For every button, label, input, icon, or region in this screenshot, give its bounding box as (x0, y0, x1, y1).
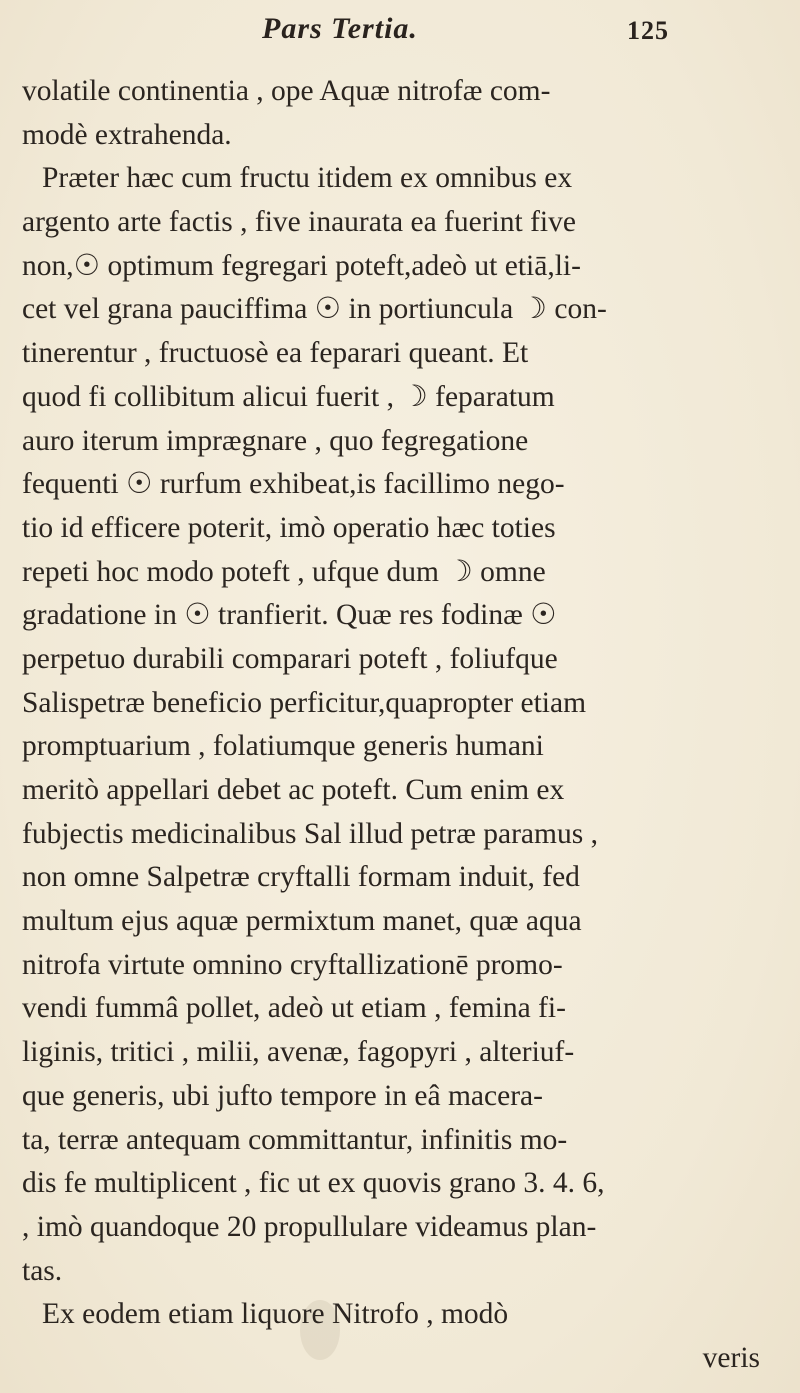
text-line: argento arte factis , five inaurata ea fuerint five (22, 206, 576, 239)
text-line: non,☉ optimum fegregari poteft,adeò ut etiā,li- (22, 249, 581, 282)
text-line: dis fe multiplicent , fic ut ex quovis grano 3. 4. 6, (22, 1167, 605, 1200)
text-line: modè extrahenda. (22, 118, 232, 151)
text-line: tio id efficere poterit, imò operatio hæc toties (22, 511, 556, 544)
text-line: nitrofa virtute omnino cryftallizationē promo- (22, 948, 563, 981)
text-line: auro iterum imprægnare , quo fegregatione (22, 424, 529, 457)
text-line: Salispetræ beneficio perficitur,quapropter etiam (22, 686, 587, 719)
text-line: gradatione in ☉ tranfierit. Quæ res fodinæ ☉ (22, 599, 557, 632)
text-line: meritò appellari debet ac poteft. Cum enim ex (22, 774, 565, 806)
text-line: perpetuo durabili comparari poteft , foliufque (22, 642, 558, 675)
catchword: veris (702, 1341, 760, 1374)
text-line: tinerentur , fructuosè ea feparari queant. Et (22, 337, 529, 370)
text-line: cet vel grana pauciffima ☉ in portiuncula ☽ con- (22, 293, 607, 326)
text-line: tas. (22, 1254, 63, 1287)
text-line: fequenti ☉ rurfum exhibeat,is facillimo nego- (22, 468, 565, 501)
page-number: 125 (627, 16, 669, 45)
text-line: liginis, tritici , milii, avenæ, fagopyri , alteriuf- (22, 1036, 575, 1069)
text-line: Præter hæc cum fructu itidem ex omnibus ex (42, 162, 573, 195)
text-line: quod fi collibitum alicui fuerit , ☽ feparatum (22, 380, 555, 413)
text-line: Ex eodem etiam liquore Nitrofo , modò (42, 1298, 509, 1331)
text-line: vendi fummâ pollet, adeò ut etiam , femina fi- (22, 992, 566, 1025)
text-line: ta, terræ antequam committantur, infinitis mo- (22, 1123, 568, 1156)
text-line: multum ejus aquæ permixtum manet, quæ aqua (22, 905, 582, 938)
running-title: Pars Tertia. (262, 12, 418, 45)
text-line: repeti hoc modo poteft , ufque dum ☽ omne (22, 555, 546, 588)
text-line: promptuarium , folatiumque generis humani (22, 730, 544, 763)
text-line: , imò quandoque 20 propullulare videamus plan- (22, 1210, 597, 1243)
text-line: non omne Salpetræ cryftalli formam induit, fed (22, 861, 580, 894)
text-line: fubjectis medicinalibus Sal illud petræ paramus , (22, 817, 598, 850)
text-line: que generis, ubi jufto tempore in eâ macera- (22, 1079, 543, 1112)
body-text (22, 70, 778, 1381)
page-header (0, 12, 800, 52)
text-line: volatile continentia , ope Aquæ nitrofæ com- (22, 75, 551, 107)
